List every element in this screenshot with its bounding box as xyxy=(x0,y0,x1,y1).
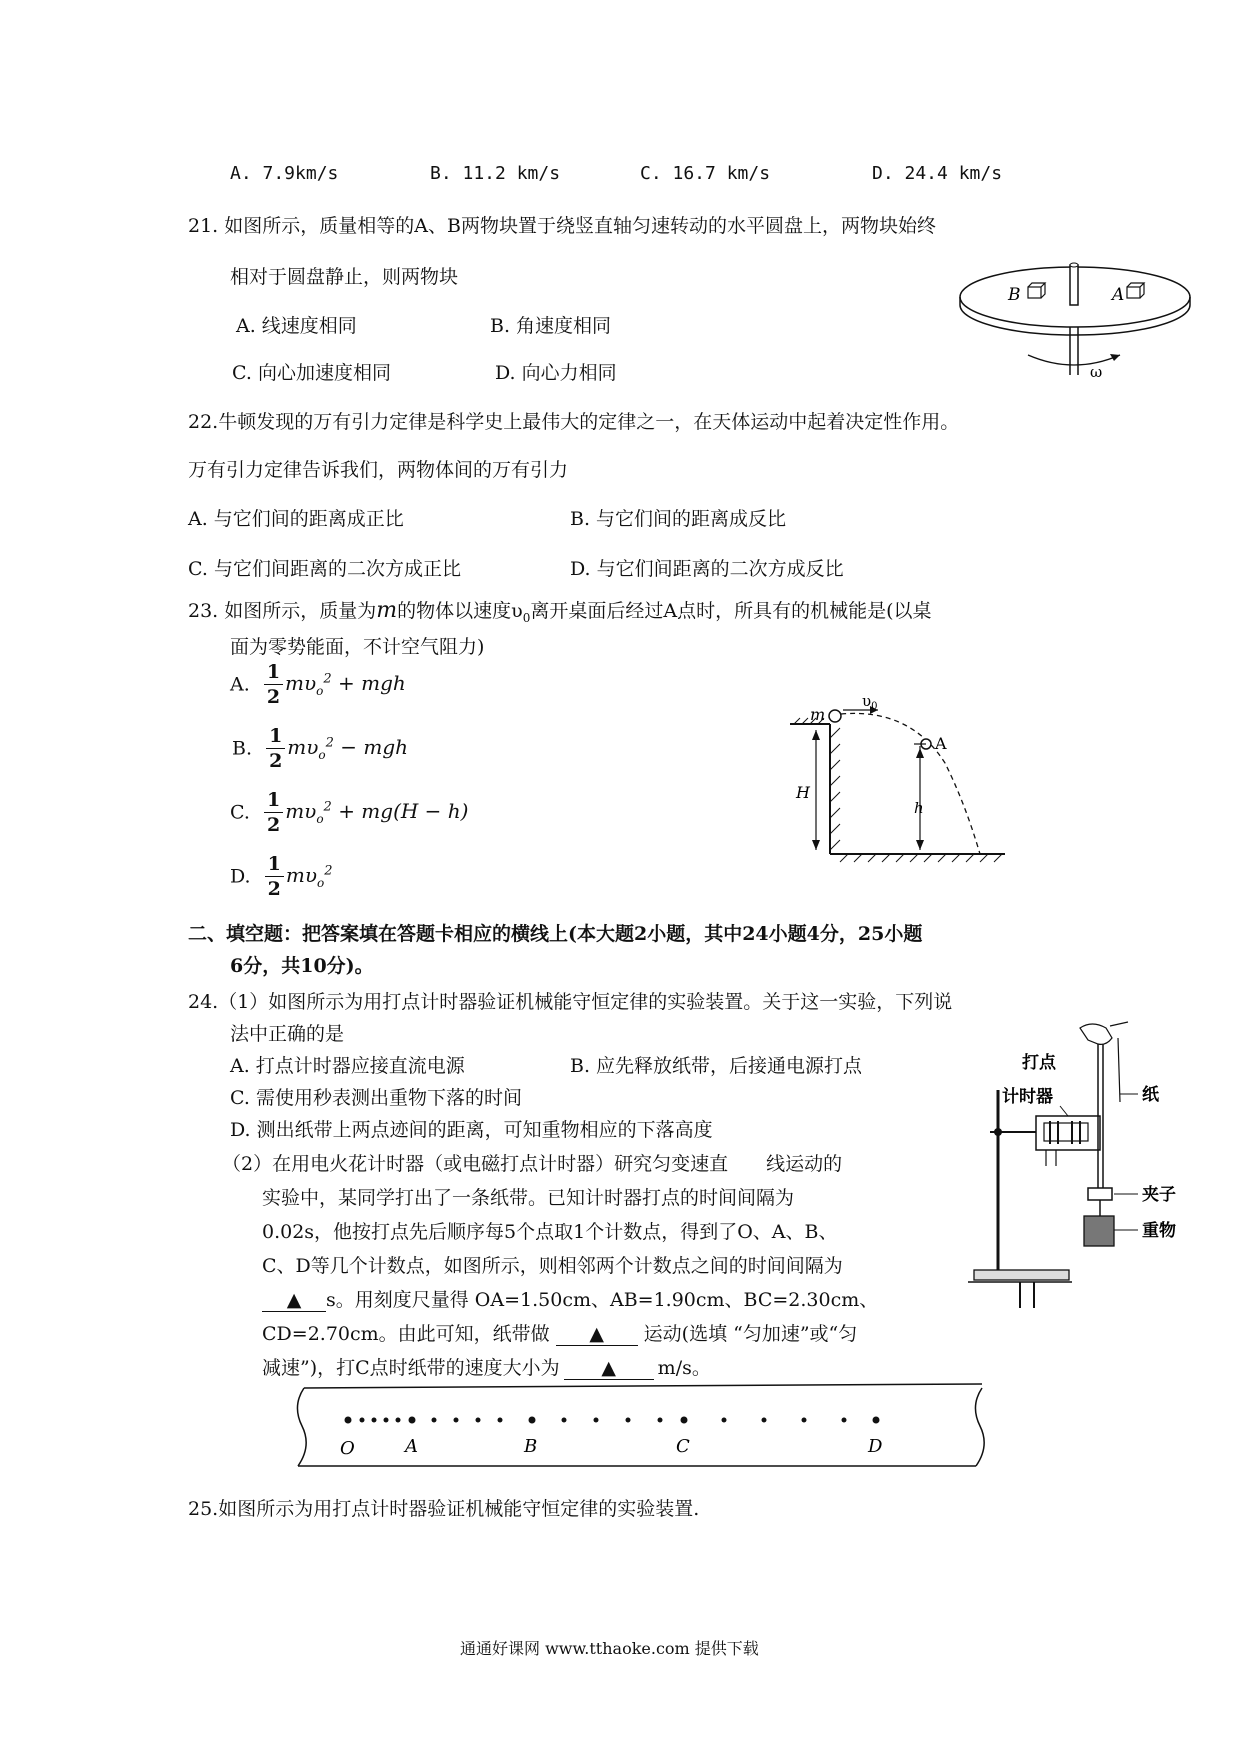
q22-stem-1: 22.牛顿发现的万有引力定律是科学史上最伟大的定律之一，在天体运动中起着决定性作用。 xyxy=(188,411,960,433)
q24-part2-line-6b: 运动(选填 “匀加速”或“匀 xyxy=(643,1323,858,1345)
q22-option-a: A. 与它们间的距离成正比 xyxy=(188,508,404,530)
label-timer-2: 计时器 xyxy=(1002,1087,1053,1107)
q24-part1-line-1: 24.（1）如图所示为用打点计时器验证机械能守恒定律的实验装置。关于这一实验，下列说 xyxy=(188,991,953,1013)
q23-option-d xyxy=(230,852,333,901)
q23-option-a-rest: + mgh xyxy=(338,671,406,695)
rotating-disk-figure xyxy=(950,255,1200,385)
q24-part2-line-1: （2）在用电火花计时器（或电磁打点计时器）研究匀变速直 线运动的 xyxy=(222,1153,843,1175)
answer-blank-velocity[interactable]: ▲ xyxy=(564,1357,654,1380)
q23-option-a-label: A. xyxy=(230,673,250,696)
fig-label-v0 xyxy=(862,692,878,712)
kinetic-term: mυ xyxy=(285,671,317,695)
fraction-denominator: 2 xyxy=(266,814,281,836)
q24-option-a: A. 打点计时器应接直流电源 xyxy=(230,1055,465,1077)
q23-velocity-sub: 0 xyxy=(522,610,531,625)
q23-option-c-rest: + mg(H − h) xyxy=(338,799,469,823)
section-2-heading-line-2: 6分，共10分)。 xyxy=(230,955,374,977)
q24-option-d: D. 测出纸带上两点迹间的距离，可知重物相应的下落高度 xyxy=(230,1119,713,1141)
q20-option-a: A. 7.9km/s xyxy=(230,163,339,184)
q24-part1-line-2: 法中正确的是 xyxy=(230,1023,345,1045)
answer-blank-interval[interactable]: ▲ xyxy=(262,1289,326,1312)
q24-part2-line-5-text: s。用刻度尺量得 OA=1.50cm、AB=1.90cm、BC=2.30cm、 xyxy=(326,1289,879,1311)
kinetic-sub: o xyxy=(316,812,324,826)
answer-blank-motion[interactable]: ▲ xyxy=(556,1323,638,1346)
omega-label: ω xyxy=(1090,363,1103,381)
label-clip: 夹子 xyxy=(1142,1185,1176,1205)
q25-stem: 25.如图所示为用打点计时器验证机械能守恒定律的实验装置. xyxy=(188,1498,700,1520)
fraction-numerator: 1 xyxy=(266,724,285,749)
q23-stem-2: 面为零势能面，不计空气阻力) xyxy=(230,636,485,658)
tape-label-o: O xyxy=(340,1438,355,1459)
q24-part2-line-4: C、D等几个计数点，如图所示，则相邻两个计数点之间的时间间隔为 xyxy=(262,1255,843,1277)
fig-label-point-a: A xyxy=(935,734,947,753)
fig-label-big-h: H xyxy=(796,783,810,802)
q23-stem-1 xyxy=(188,596,932,625)
kinetic-sub: o xyxy=(316,684,324,698)
q23-stem-part-b: 的物体以速度 xyxy=(397,600,512,622)
kinetic-sup: 2 xyxy=(323,799,332,815)
q23-mass-symbol: m xyxy=(376,598,398,623)
q24-part2-line-7a: 减速”)，打C点时纸带的速度大小为 xyxy=(262,1357,560,1379)
kinetic-sup: 2 xyxy=(325,735,334,751)
q23-option-b xyxy=(232,724,408,773)
section-2-heading-line-1: 二、填空题：把答案填在答题卡相应的横线上(本大题2小题，其中24小题4分，25小题 xyxy=(188,923,923,945)
q21-stem-2: 相对于圆盘静止，则两物块 xyxy=(230,266,459,288)
label-paper: 纸 xyxy=(1142,1085,1159,1105)
q23-option-c xyxy=(230,788,468,837)
fraction-numerator: 1 xyxy=(265,852,284,877)
q23-velocity-symbol: υ xyxy=(511,600,523,622)
kinetic-term: mυ xyxy=(285,799,317,823)
kinetic-sub: o xyxy=(317,876,325,890)
disk-label-b: B xyxy=(1008,285,1021,305)
kinetic-sup: 2 xyxy=(323,671,332,687)
paper-tape-figure xyxy=(288,1380,998,1472)
label-timer-1: 打点 xyxy=(1022,1053,1056,1073)
tape-label-d: D xyxy=(868,1436,883,1457)
q23-option-b-label: B. xyxy=(232,737,253,760)
q23-stem-part-c: 离开桌面后经过A点时，所具有的机械能是(以桌 xyxy=(530,600,932,622)
tape-label-b: B xyxy=(524,1436,538,1457)
q24-part2-line-2: 实验中，某同学打出了一条纸带。已知计时器打点的时间间隔为 xyxy=(262,1187,795,1209)
q23-stem-part-a: 23. 如图所示，质量为 xyxy=(188,600,377,622)
fraction-numerator: 1 xyxy=(264,660,283,685)
fraction-denominator: 2 xyxy=(269,750,283,772)
q23-option-a xyxy=(230,660,406,709)
q23-option-d-label: D. xyxy=(230,865,251,888)
timer-apparatus-figure xyxy=(960,1020,1190,1310)
q22-option-c: C. 与它们间距离的二次方成正比 xyxy=(188,558,461,580)
fig-label-small-h: h xyxy=(914,799,924,817)
q24-part2-line-5 xyxy=(262,1285,878,1312)
kinetic-sup: 2 xyxy=(324,863,333,879)
label-weight: 重物 xyxy=(1142,1221,1176,1241)
kinetic-term: mυ xyxy=(285,863,318,887)
kinetic-sub: o xyxy=(318,748,326,762)
q24-part2-line-6a: CD=2.70cm。由此可知，纸带做 xyxy=(262,1323,550,1345)
q21-stem-1: 21. 如图所示，质量相等的A、B两物块置于绕竖直轴匀速转动的水平圆盘上，两物块始终 xyxy=(188,215,936,237)
q20-option-c: C. 16.7 km/s xyxy=(640,163,771,184)
q22-option-b: B. 与它们间的距离成反比 xyxy=(570,508,787,530)
page-footer: 通通好课网 www.tthaoke.com 提供下载 xyxy=(460,1639,759,1658)
tape-label-c: C xyxy=(676,1436,690,1457)
disk-label-a: A xyxy=(1112,285,1125,305)
q21-option-b: B. 角速度相同 xyxy=(490,315,612,337)
q22-stem-2: 万有引力定律告诉我们，两物体间的万有引力 xyxy=(188,459,569,481)
fig-v0-sub: 0 xyxy=(871,701,878,712)
fraction-denominator: 2 xyxy=(266,686,281,708)
q21-option-a: A. 线速度相同 xyxy=(236,315,357,337)
q22-option-d: D. 与它们间距离的二次方成反比 xyxy=(570,558,844,580)
q24-option-c: C. 需使用秒表测出重物下落的时间 xyxy=(230,1087,522,1109)
fraction-denominator: 2 xyxy=(267,878,281,900)
q24-option-b: B. 应先释放纸带，后接通电源打点 xyxy=(570,1055,863,1077)
tape-label-a: A xyxy=(405,1436,418,1457)
q23-option-b-rest: − mgh xyxy=(340,735,409,759)
fig-v0-symbol: υ xyxy=(862,692,872,710)
projectile-figure xyxy=(780,688,1020,868)
fig-label-m: m xyxy=(810,705,826,724)
q21-option-d: D. 向心力相同 xyxy=(495,362,617,384)
q24-part2-line-7 xyxy=(262,1353,711,1380)
fraction-numerator: 1 xyxy=(264,788,283,813)
kinetic-term: mυ xyxy=(287,735,319,759)
q24-part2-line-3: 0.02s，他按打点先后顺序每5个点取1个计数点，得到了O、A、B、 xyxy=(262,1221,838,1243)
q20-option-d: D. 24.4 km/s xyxy=(872,163,1003,184)
q24-part2-line-6 xyxy=(262,1319,857,1346)
q21-option-c: C. 向心加速度相同 xyxy=(232,362,391,384)
q23-option-c-label: C. xyxy=(230,801,250,824)
q20-option-b: B. 11.2 km/s xyxy=(430,163,561,184)
q24-part2-line-7b: m/s。 xyxy=(657,1357,711,1379)
